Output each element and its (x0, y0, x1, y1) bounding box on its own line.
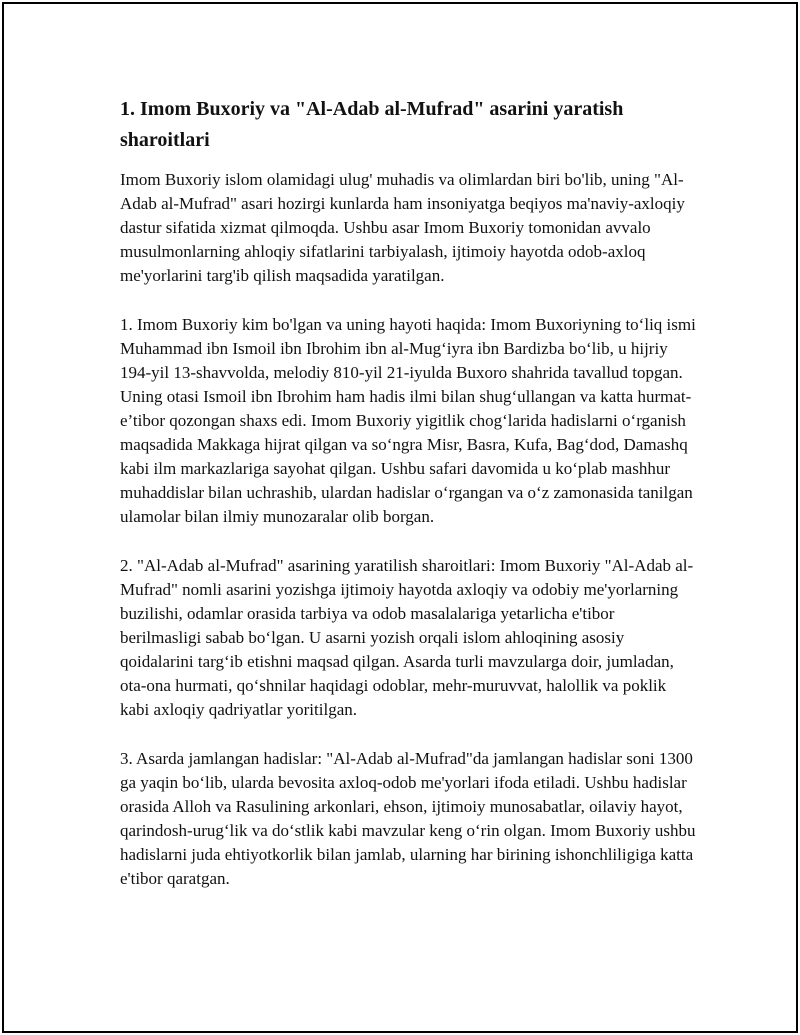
paragraph-biography: 1. Imom Buxoriy kim bo'lgan va uning hayoti haqida: Imom Buxoriyning to‘liq ismi Muhammad ibn Ismoil ibn Ibrohim ibn al-Mug‘iyra ibn Bardizba bo‘lib, u hijriy 194-yil 13-shavvolda, melodiy 810-yil 21-iyulda Buxoro shahrida tavallud topgan. Uning otasi Ismoil ibn Ibrohim ham hadis ilmi bilan shug‘ullangan va katta hurmat-e’tibor qozongan shaxs edi. Imom Buxoriy yigitlik chog‘larida hadislarni o‘rganish maqsadida Makkaga hijrat qilgan va so‘ngra Misr, Basra, Kufa, Bag‘dod, Damashq kabi ilm markazlariga sayohat qilgan. Ushbu safari davomida u ko‘plab mashhur muhaddislar bilan uchrashib, ulardan hadislar o‘rgangan va o‘z zamonasida tanilgan ulamolar bilan ilmiy munozaralar olib borgan. (120, 315, 696, 526)
intro-paragraph: Imom Buxoriy islom olamidagi ulug' muhadis va olimlardan biri bo'lib, uning "Al-Adab al-Mufrad" asari hozirgi kunlarda ham insoniyatga beqiyos ma'naviy-axloqiy dastur sifatida xizmat qilmoqda. Ushbu asar Imom Buxoriy tomonidan avvalo musulmonlarning ahloqiy sifatlarini tarbiyalash, ijtimoiy hayotda odob-axloq me'yorlarini targ'ib qilish maqsadida yaratilgan. (120, 170, 685, 285)
document-body (120, 94, 698, 916)
paragraph-creation-conditions: 2. "Al-Adab al-Mufrad" asarining yaratilish sharoitlari: Imom Buxoriy "Al-Adab al-Mufrad" nomli asarini yozishga ijtimoiy hayotda axloqiy va odobiy me'yorlarning buzilishi, odamlar orasida tarbiya va odob masalalariga yetarlicha e'tibor berilmasligi sabab bo‘lgan. U asarni yozish orqali islom ahloqining asosiy qoidalarini targ‘ib etishni maqsad qilgan. Asarda turli mavzularga doir, jumladan, ota-ona hurmati, qo‘shnilar haqidagi odoblar, mehr-muruvvat, halollik va poklik kabi axloqiy qadriyatlar yoritilgan. (120, 556, 694, 719)
section-heading: 1. Imom Buxoriy va "Al-Adab al-Mufrad" asarini yaratish sharoitlari (120, 98, 624, 151)
document-page (2, 2, 798, 1033)
paragraph-hadiths: 3. Asarda jamlangan hadislar: "Al-Adab al-Mufrad"da jamlangan hadislar soni 1300 ga yaqin bo‘lib, ularda bevosita axloq-odob me'yorlari ifoda etiladi. Ushbu hadislar orasida Alloh va Rasulining arkonlari, ehson, ijtimoiy munosabatlar, oilaviy hayot, qarindosh-urug‘lik va do‘stlik kabi mavzular keng o‘rin olgan. Imom Buxoriy ushbu hadislarni juda ehtiyotkorlik bilan jamlab, ularning har birining ishonchliligiga katta e'tibor qaratgan. (120, 749, 696, 888)
